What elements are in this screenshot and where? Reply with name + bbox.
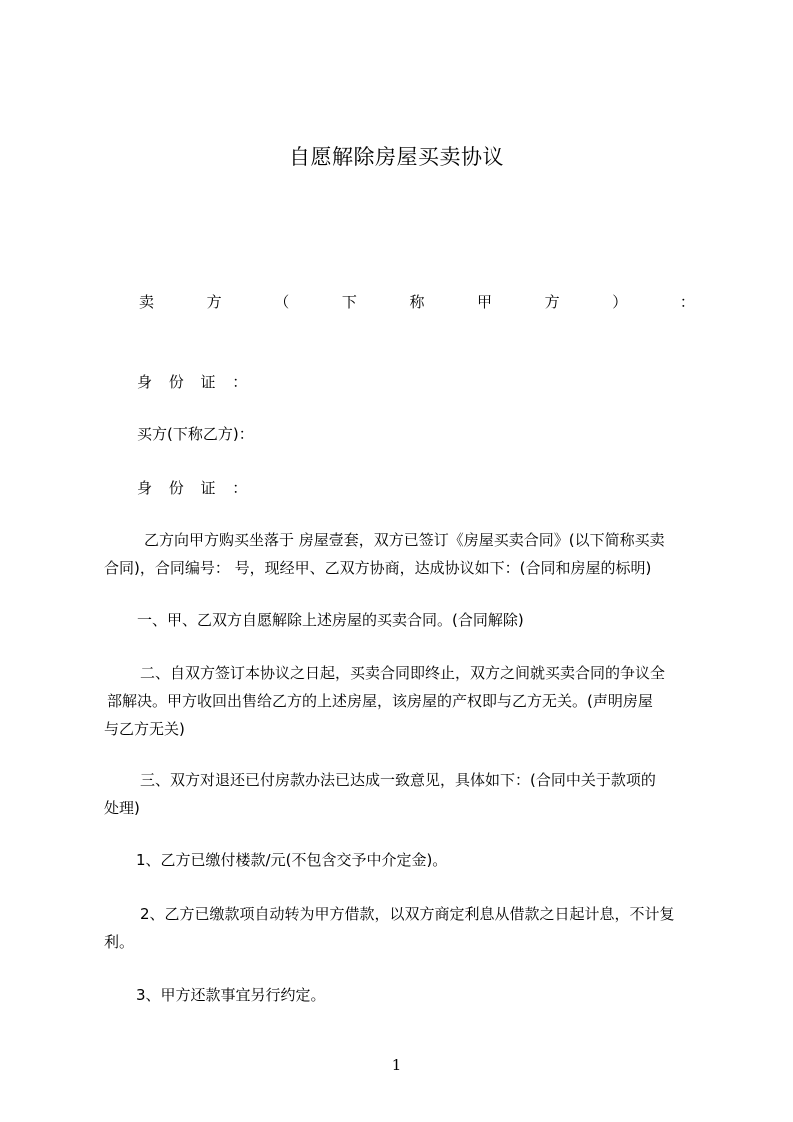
item-2 [104, 900, 700, 956]
seller-label-char: 方 [544, 293, 560, 311]
item-2-line: 2、乙方已缴款项自动转为甲方借款，以双方商定利息从借款之日起计息，不计复 [140, 905, 675, 923]
item-2-line: 利。 [104, 933, 135, 951]
clause-3 [104, 766, 700, 822]
seller-label-char: 卖 [139, 293, 155, 311]
clause-2-line: 部解决。甲方收回出售给乙方的上述房屋，该房屋的产权即与乙方无关。(声明房屋 [107, 692, 653, 710]
clause-2-line: 与乙方无关) [104, 720, 185, 738]
seller-label-char: 称 [409, 293, 425, 311]
intro-paragraph [104, 526, 700, 582]
seller-label-char: 下 [341, 293, 357, 311]
seller-label-char: ） [612, 293, 628, 311]
clause-3-line: 处理) [104, 799, 140, 817]
item-1 [104, 846, 700, 874]
seller-label-char: ： [679, 293, 695, 311]
buyer-id-label: 身 份 证 ： [137, 479, 254, 497]
seller-id-label: 身 份 证 ： [137, 373, 254, 391]
document-title: 自愿解除房屋买卖协议 [289, 145, 504, 169]
buyer-label: 买方(下称乙方)： [137, 425, 254, 443]
clause-2-line: 二、自双方签订本协议之日起，买卖合同即终止，双方之间就买卖合同的争议全 [140, 664, 666, 682]
clause-2 [104, 659, 700, 743]
item-1-line: 1、乙方已缴付楼款/元(不包含交予中介定金)。 [136, 851, 448, 869]
clause-1-line: 一、甲、乙双方自愿解除上述房屋的买卖合同。(合同解除) [137, 611, 524, 629]
item-3-line: 3、甲方还款事宜另行约定。 [136, 986, 326, 1004]
page-number: 1 [391, 1056, 402, 1074]
clause-3-line: 三、双方对退还已付房款办法已达成一致意见，具体如下：(合同中关于款项的 [140, 771, 656, 789]
intro-line: 合同)，合同编号： 号，现经甲、乙双方协商，达成协议如下：(合同和房屋的标明) [104, 559, 652, 577]
item-3 [104, 981, 700, 1009]
clause-1 [104, 606, 700, 634]
seller-label-char: （ [274, 293, 290, 311]
seller-label [139, 291, 695, 313]
intro-line: 乙方向甲方购买坐落于 房屋壹套，双方已签订《房屋买卖合同》(以下简称买卖 [144, 531, 665, 549]
seller-label-char: 方 [206, 293, 222, 311]
seller-label-char: 甲 [477, 293, 493, 311]
